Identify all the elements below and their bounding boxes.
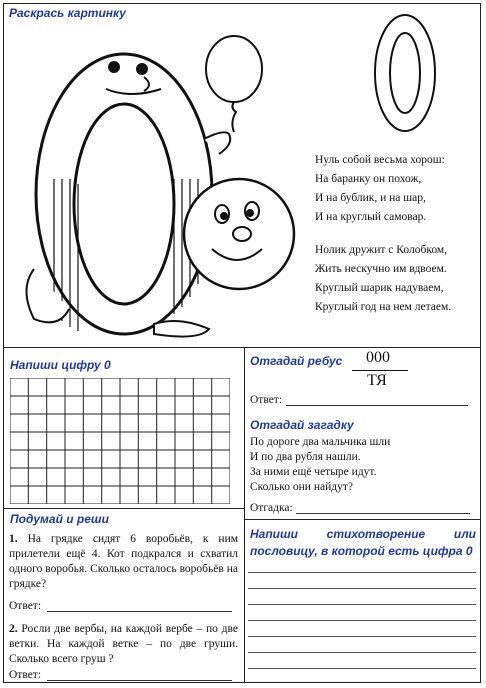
riddle-line: По дороге два мальчика шли: [250, 436, 391, 448]
task-2: [9, 622, 238, 667]
write-digit-title: Напиши цифру 0: [10, 358, 111, 372]
section-divider: [4, 347, 480, 348]
zero-character-illustration: [14, 29, 299, 344]
poem-writing-lines[interactable]: [248, 564, 476, 682]
rebus-answer-field[interactable]: [286, 405, 468, 406]
poem-line: На баранку он похож,: [315, 173, 422, 185]
rebus-bottom: ТЯ: [367, 372, 387, 389]
riddle-title: Отгадай загадку: [250, 418, 354, 432]
writing-line[interactable]: [248, 652, 476, 653]
poem-line: Нуль собой весьма хорош:: [315, 154, 445, 166]
right-divider: [244, 519, 480, 520]
big-digit-zero: [372, 12, 438, 134]
poem-line: И на круглый самовар.: [315, 211, 427, 223]
task-2-text: Росли две вербы, на каждой вербе – по две ветки. На каждой ветке – по две груши. Сколько всего груш ?: [9, 623, 239, 665]
task-1-answer-label: Ответ:: [9, 600, 42, 612]
writing-line[interactable]: [248, 604, 476, 605]
think-title: Подумай и реши: [10, 512, 109, 526]
riddle-line: И по два рубля нашли.: [250, 451, 361, 463]
poem-line: И на бублик, и на шар,: [315, 192, 426, 204]
writing-line[interactable]: [248, 572, 476, 573]
task-1-text: На грядке сидят 6 воробьёв, к ним прилетели ещё 4. Кот подкрался и схватил одного воробья. Сколько осталось воробьёв на грядке?: [9, 533, 238, 590]
writing-line[interactable]: [248, 668, 476, 669]
coloring-poem: [315, 153, 451, 315]
rebus-title: Отгадай ребус: [250, 354, 343, 368]
poem-line: Круглый шарик надуваем,: [315, 282, 444, 294]
writing-grid[interactable]: [10, 378, 230, 504]
riddle-text: [250, 435, 390, 495]
task-2-answer-label: Ответ:: [9, 669, 42, 681]
poem-task-title: Напиши стихотворение или пословицу, в которой есть цифра 0: [250, 527, 476, 558]
rebus-top: 000: [366, 349, 390, 366]
rebus-answer-label: Ответ:: [250, 394, 283, 406]
worksheet: [3, 3, 481, 683]
poem-line: Круглый год на нем летаем.: [315, 301, 452, 313]
task-1: [9, 532, 238, 592]
poem-line: Нолик дружит с Колобком,: [315, 244, 448, 256]
riddle-answer-label: Отгадка:: [250, 502, 293, 514]
riddle-line: Сколько они найдут?: [250, 481, 353, 493]
task-2-answer-field[interactable]: [47, 680, 232, 681]
rebus-fraction-line: [352, 370, 408, 371]
task-1-number: 1.: [9, 533, 18, 545]
riddle-line: За ними ещё четыре идут.: [250, 466, 377, 478]
writing-line[interactable]: [248, 636, 476, 637]
task-1-answer-field[interactable]: [47, 611, 232, 612]
coloring-title: Раскрась картинку: [9, 6, 126, 20]
column-divider: [244, 347, 245, 682]
writing-line[interactable]: [248, 588, 476, 589]
writing-line[interactable]: [248, 620, 476, 621]
left-divider: [4, 508, 244, 509]
poem-line: Жить нескучно им вдвоем.: [315, 263, 447, 275]
riddle-answer-field[interactable]: [296, 513, 470, 514]
task-2-number: 2.: [9, 623, 18, 635]
